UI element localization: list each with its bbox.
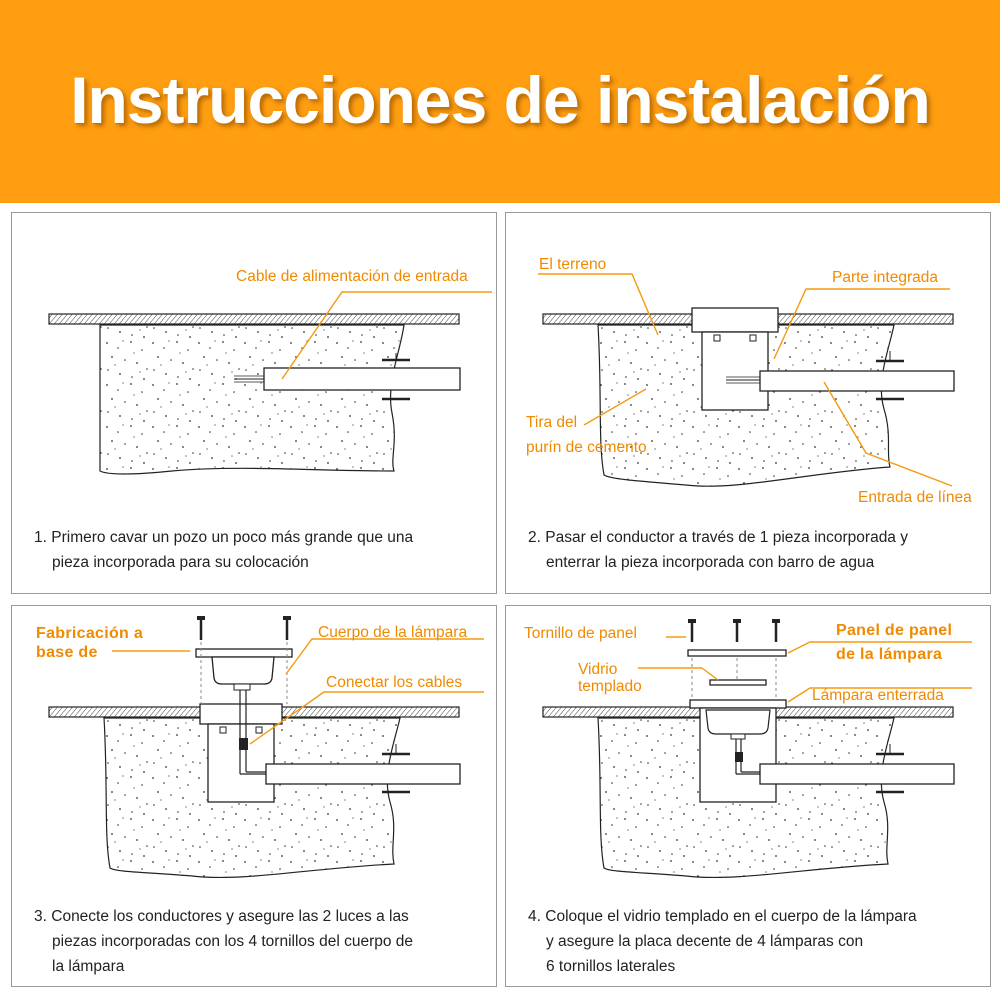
label-entrada-linea: Entrada de línea bbox=[858, 489, 972, 506]
step-line-2: y asegure la placa decente de 4 lámparas con bbox=[546, 933, 864, 950]
step-line-2: enterrar la pieza incorporada con barro de agua bbox=[546, 554, 875, 571]
label-tira-2: purín de cemento bbox=[526, 439, 647, 456]
step-line-1: Primero cavar un pozo un poco más grande que una bbox=[51, 529, 414, 546]
label-terreno: El terreno bbox=[539, 256, 607, 273]
label-cable: Cable de alimentación de entrada bbox=[236, 268, 468, 285]
label-tira-1: Tira del bbox=[526, 414, 578, 431]
label-conectar-cables: Conectar los cables bbox=[326, 674, 463, 691]
screw-icon bbox=[733, 619, 741, 642]
buried-lamp-body bbox=[706, 710, 770, 734]
label-cuerpo-lampara: Cuerpo de la lámpara bbox=[318, 624, 468, 641]
screw-icon bbox=[283, 616, 291, 640]
label-lampara-enterrada: Lámpara enterrada bbox=[812, 687, 944, 704]
step-line-3: la lámpara bbox=[52, 958, 125, 975]
page-title: Instrucciones de instalación bbox=[70, 63, 930, 137]
step-panel-1 bbox=[11, 212, 497, 594]
embedded-part-body bbox=[702, 332, 768, 410]
step-text bbox=[34, 904, 484, 979]
ground-surface bbox=[49, 314, 459, 324]
label-fabricacion-2: base de bbox=[36, 644, 98, 661]
step-number: 3. bbox=[34, 908, 47, 925]
step-line-1: Pasar el conductor a través de 1 pieza incorporada y bbox=[545, 529, 908, 546]
step-line-2: pieza incorporada para su colocación bbox=[52, 554, 309, 571]
step-text bbox=[34, 525, 484, 575]
conduit-pipe bbox=[266, 764, 460, 784]
step-number: 1. bbox=[34, 529, 47, 546]
label-panel-1: Panel de panel bbox=[836, 622, 953, 639]
step-panel-4 bbox=[505, 605, 991, 987]
conduit-pipe bbox=[264, 368, 460, 390]
screw-icon bbox=[197, 616, 205, 640]
label-vidrio-2: templado bbox=[578, 678, 642, 695]
lamp-body bbox=[212, 657, 274, 684]
label-vidrio-1: Vidrio bbox=[578, 661, 618, 678]
step-line-3: 6 tornillos laterales bbox=[546, 958, 676, 975]
buried-lamp-rim bbox=[690, 700, 786, 708]
step-number: 2. bbox=[528, 529, 541, 546]
step-text bbox=[528, 525, 978, 575]
conduit-pipe bbox=[760, 371, 954, 391]
screw-icon bbox=[688, 619, 696, 642]
header-banner bbox=[0, 0, 1000, 203]
label-parte-integrada: Parte integrada bbox=[832, 269, 938, 286]
step-text bbox=[528, 904, 978, 979]
step-line-1: Coloque el vidrio templado en el cuerpo de la lámpara bbox=[545, 908, 917, 925]
step-panel-3 bbox=[11, 605, 497, 987]
tempered-glass bbox=[710, 680, 766, 685]
step-line-1: Conecte los conductores y asegure las 2 luces a las bbox=[51, 908, 409, 925]
label-fabricacion-1: Fabricación a bbox=[36, 625, 144, 642]
screw-icon bbox=[772, 619, 780, 642]
embedded-part-body bbox=[208, 724, 274, 802]
embedded-part-flange bbox=[692, 308, 778, 332]
cable-connector bbox=[239, 738, 248, 750]
soil-pit bbox=[100, 325, 404, 474]
embedded-part-flange bbox=[200, 704, 282, 724]
lamp-panel-plate bbox=[688, 650, 786, 656]
step-line-2: piezas incorporadas con los 4 tornillos del cuerpo de bbox=[52, 933, 414, 950]
step-number: 4. bbox=[528, 908, 541, 925]
lamp-body-rim bbox=[196, 649, 292, 657]
label-panel-2: de la lámpara bbox=[836, 646, 943, 663]
conduit-pipe bbox=[760, 764, 954, 784]
step-panel-2 bbox=[505, 212, 991, 594]
label-tornillo-panel: Tornillo de panel bbox=[524, 625, 637, 642]
